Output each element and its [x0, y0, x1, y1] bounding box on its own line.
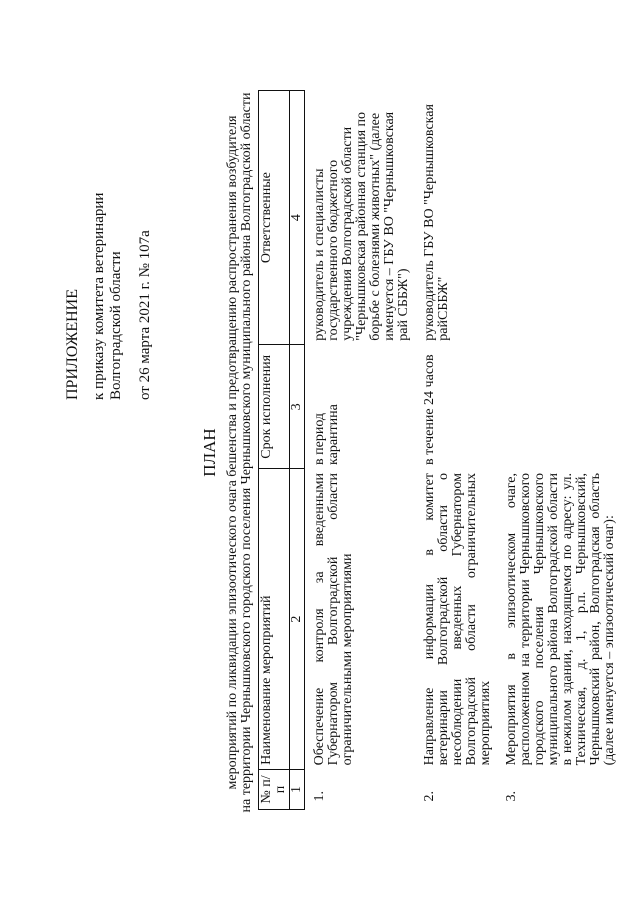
plan-title: ПЛАН	[200, 428, 219, 477]
table-row	[415, 91, 497, 810]
plan-table	[258, 90, 621, 810]
row-term: в период карантина	[312, 404, 341, 465]
plan-subtitle	[226, 90, 254, 815]
row-term	[497, 345, 621, 469]
appendix-line-2: Волгоградской области	[108, 251, 124, 400]
header-term: Срок исполнения	[259, 345, 290, 469]
header-name: Наименование мероприятий	[259, 469, 290, 769]
col-number-2: 2	[290, 469, 305, 769]
plan-table-wrap	[258, 90, 621, 810]
row-name: Направление информации в комитет ветеринарии Волгоградской области о несоблюдении введенных Губернатором Волгоградской области ограничительных мероприятиях	[422, 472, 493, 766]
header-num: № п/п	[259, 769, 290, 809]
row-responsible: руководитель и специалисты государственного бюджетного учреждения Волгоградской области "Чернышковская районная станция по борьбе с болезнями животных" (далее именуется – ГБУ ВО "Чернышковская рай СББЖ")	[312, 111, 411, 341]
header-responsible: Ответственные	[259, 91, 290, 345]
table-header-row	[259, 91, 290, 810]
col-number-1: 1	[290, 769, 305, 809]
row-num: 1.	[312, 791, 327, 802]
table-row	[497, 91, 621, 810]
row-responsible: руководитель ГБУ ВО "Чернышковская райСББЖ"	[422, 104, 451, 341]
appendix-date: от 26 марта 2021 г. № 107а	[137, 230, 153, 400]
col-number-3: 3	[290, 345, 305, 469]
table-row	[305, 91, 416, 810]
row-name: Мероприятия в эпизоотическом очаге, расположенном на территории Чернышковского городского поселения Чернышковского муниципального района Волгоградской области в нежилом здании, находящемся по адресу: ул. Техническая, д. 1, р.п. Чернышковский, Чернышковский район, Волгоградская область (далее именуется – эпизоотический очаг):	[504, 472, 617, 766]
appendix-line-1: к приказу комитета ветеринарии	[91, 192, 107, 400]
appendix-title: ПРИЛОЖЕНИЕ	[64, 288, 81, 400]
plan-subtitle-line-2: на территории Чернышковского городского поселения Чернышковского муниципального района Волгоградской области	[239, 92, 254, 813]
plan-subtitle-line-1: мероприятий по ликвидации эпизоотического очага бешенства и предотвращению распространения возбудителя	[225, 115, 240, 790]
row-name: Обеспечение контроля за введенными Губернатором Волгоградской области ограничительными мероприятиями	[312, 472, 355, 766]
row-term: в течение 24 часов	[422, 354, 437, 465]
row-num: 3.	[504, 791, 519, 802]
appendix-block	[64, 100, 154, 400]
row-responsible	[497, 91, 621, 345]
col-number-4: 4	[290, 91, 305, 345]
table-number-row	[290, 91, 305, 810]
row-num: 2.	[422, 791, 437, 802]
